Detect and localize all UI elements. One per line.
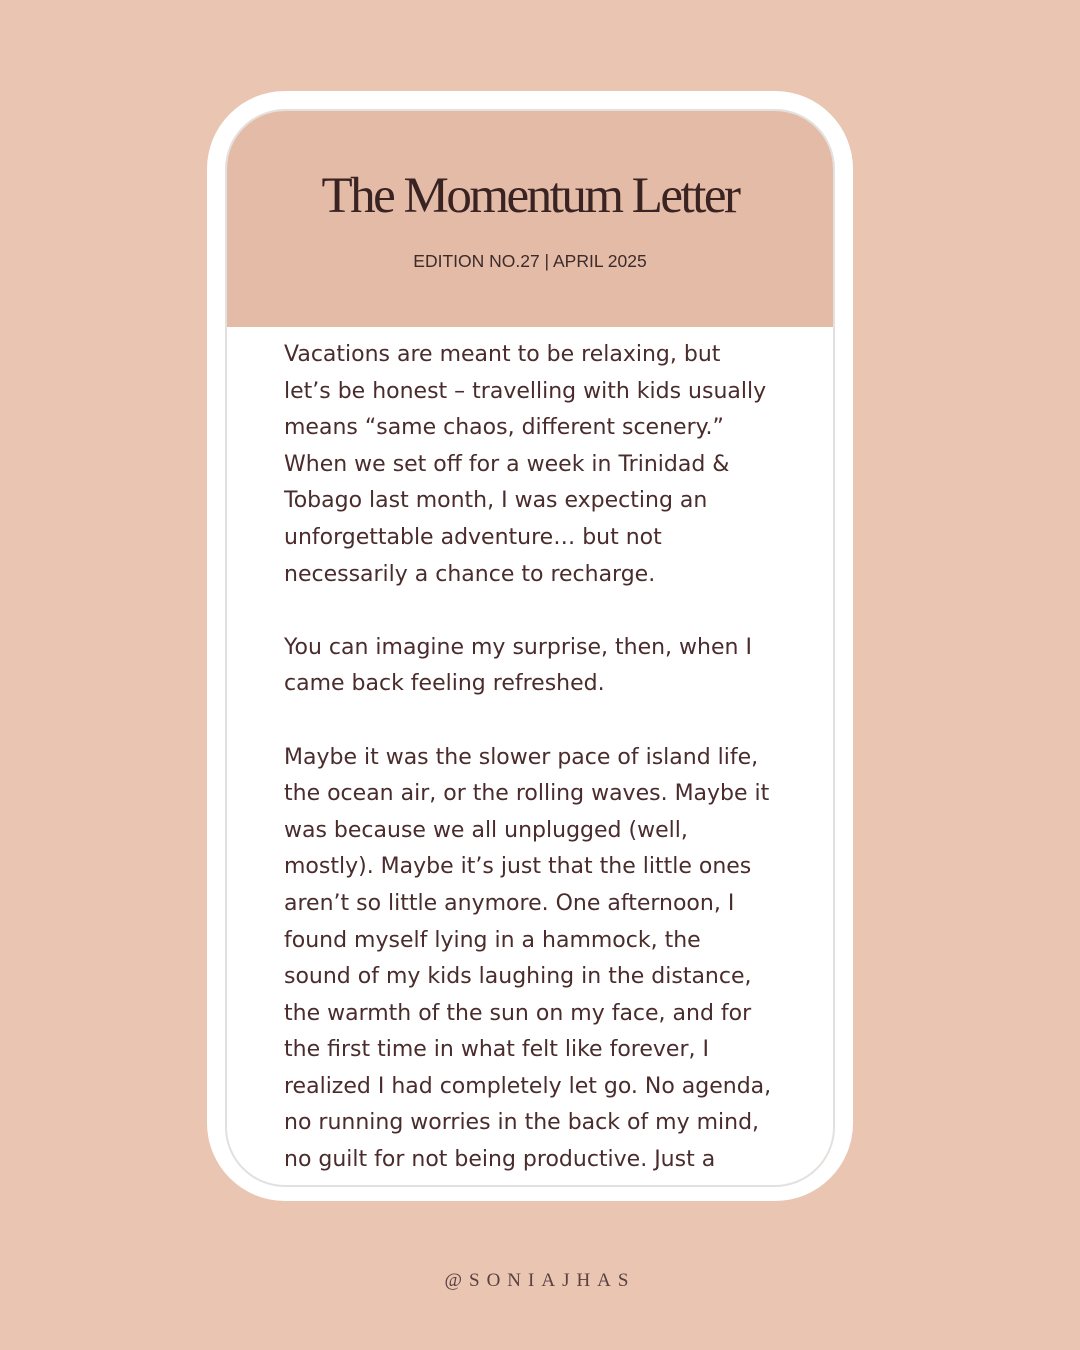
body-line: realized I had completely let go. No agenda,	[284, 1073, 772, 1099]
paragraph-gap	[284, 593, 794, 630]
body-line: Vacations are meant to be relaxing, but	[284, 342, 721, 367]
author-handle: @SONIAJHAS	[444, 1270, 636, 1291]
body-line: came back feeling refreshed.	[284, 671, 605, 697]
body-line: the first time in what felt like forever, I	[284, 1037, 709, 1063]
phone-screen	[225, 109, 835, 1187]
body-line: no running worries in the back of my mind,	[284, 1110, 760, 1136]
body-line: no guilt for not being productive. Just a	[284, 1147, 716, 1173]
body-line: Tobago last month, I was expecting an	[284, 488, 708, 514]
newsletter-title: The Momentum Letter	[321, 168, 739, 224]
body-line: mostly). Maybe it’s just that the little ones	[284, 854, 752, 880]
body-line: found myself lying in a hammock, the	[284, 927, 701, 953]
body-line: You can imagine my surprise, then, when I	[284, 634, 752, 660]
body-line: sound of my kids laughing in the distance,	[284, 964, 752, 990]
body-line: let’s be honest – travelling with kids usually	[284, 378, 767, 404]
body-line: Maybe it was the slower pace of island life,	[284, 744, 759, 770]
paragraph-gap	[284, 703, 794, 740]
body-line: means “same chaos, different scenery.”	[284, 415, 724, 441]
edition-label: EDITION NO.27 | APRIL 2025	[413, 251, 647, 271]
body-line: the ocean air, or the rolling waves. Maybe it	[284, 781, 770, 807]
body-line: was because we all unplugged (well,	[284, 817, 688, 843]
body-line: unforgettable adventure… but not	[284, 524, 662, 550]
body-line: When we set off for a week in Trinidad &	[284, 451, 730, 477]
phone-frame	[207, 91, 853, 1201]
body-line: the warmth of the sun on my face, and for	[284, 1000, 752, 1026]
body-line: necessarily a chance to recharge.	[284, 561, 656, 587]
body-line: aren’t so little anymore. One afternoon, I	[284, 890, 735, 916]
newsletter-body	[284, 337, 794, 1179]
newsletter-header	[227, 111, 833, 327]
